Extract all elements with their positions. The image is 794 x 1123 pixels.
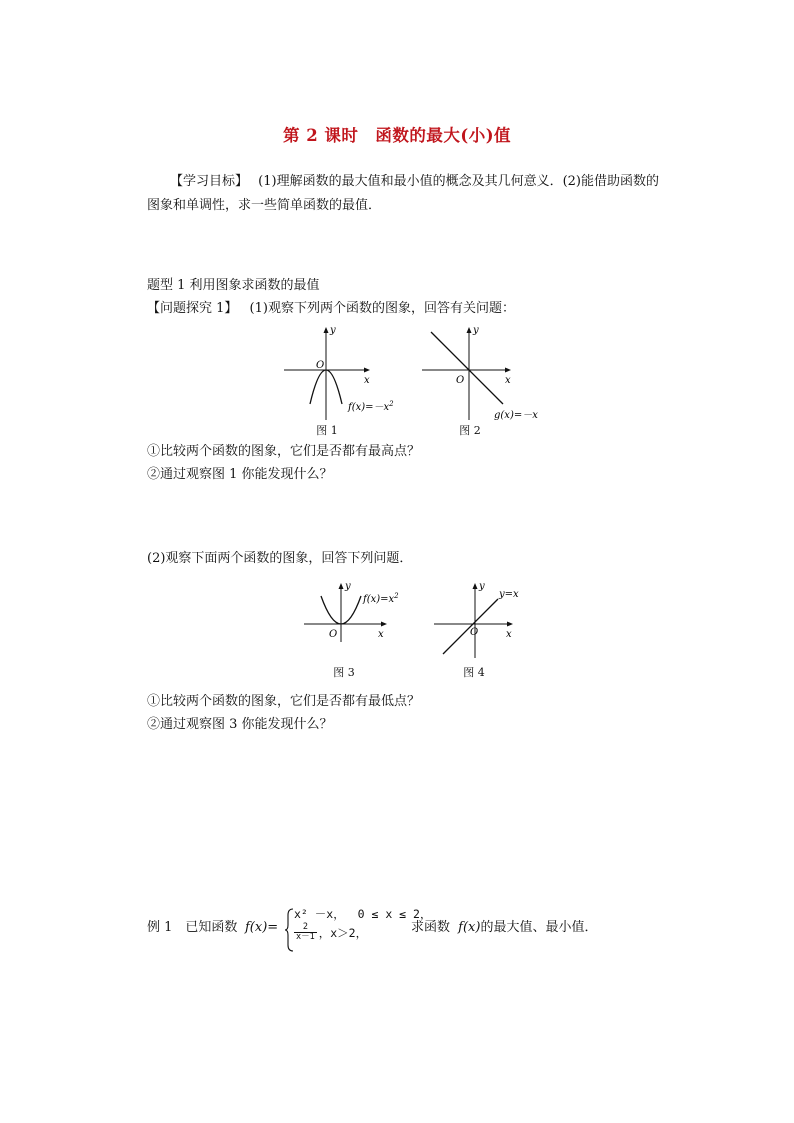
x-axis-arrow <box>507 622 513 627</box>
figure-1-graph <box>280 322 394 422</box>
axis-x-label: x <box>505 375 511 386</box>
figure-3-graph <box>300 580 405 660</box>
explore-1-text: (1)观察下列两个函数的图象，回答有关问题： <box>249 301 515 316</box>
axis-y-label: y <box>330 325 336 336</box>
function-label-power: 2 <box>389 400 394 408</box>
figure-4 <box>430 580 530 680</box>
explore-1-line <box>147 297 515 321</box>
example-1-fx: f(x)= <box>245 920 279 935</box>
function-label: y=x <box>499 589 519 600</box>
function-label <box>362 592 399 605</box>
objective-label: 【学习目标】 <box>170 174 249 189</box>
function-label: g(x)=－x <box>494 410 538 421</box>
figure-4-caption: 图 4 <box>463 666 485 679</box>
y-axis-arrow <box>339 583 344 589</box>
figure-2 <box>418 322 543 437</box>
x-axis-arrow <box>364 368 370 373</box>
figure-3-caption: 图 3 <box>333 666 355 679</box>
objective-line-1 <box>170 170 659 194</box>
function-label-base: f(x)=x <box>363 594 395 605</box>
line-g <box>431 332 503 404</box>
axis-y-label: y <box>479 581 485 592</box>
explore-1-label: 【问题探究 1】 <box>147 301 238 316</box>
case-2-denominator: x－1 <box>296 932 315 942</box>
part-2-intro: (2)观察下面两个函数的图象，回答下列问题． <box>147 551 413 566</box>
example-1 <box>147 903 647 955</box>
figure-1-caption: 图 1 <box>316 424 338 437</box>
axis-x-label: x <box>364 375 370 386</box>
question-1a: ①比较两个函数的图象，它们是否都有最高点？ <box>147 444 421 459</box>
figure-2-graph <box>418 322 543 422</box>
example-1-question <box>411 916 597 940</box>
figure-4-graph <box>430 580 530 660</box>
x-axis-arrow <box>381 622 387 627</box>
question-prefix: 求函数 <box>411 920 451 935</box>
axis-x-label: x <box>378 629 384 640</box>
origin-label: O <box>329 629 338 640</box>
y-axis-arrow <box>473 583 478 589</box>
question-suffix: 的最大值、最小值． <box>480 920 598 935</box>
figure-3 <box>300 580 405 680</box>
question-2a: ①比较两个函数的图象，它们是否都有最低点？ <box>147 694 421 709</box>
figure-1 <box>280 322 394 437</box>
page-title: 第 2 课时 函数的最大(小)值 <box>282 126 512 145</box>
example-1-label: 例 1 已知函数 <box>147 920 238 935</box>
piecewise-case-2 <box>294 923 367 942</box>
figure-2-caption: 图 2 <box>459 424 481 437</box>
objective-text-1: (1)理解函数的最大值和最小值的概念及其几何意义．(2)能借助函数的 <box>258 174 659 189</box>
axis-x-label: x <box>506 629 512 640</box>
function-label-power: 2 <box>394 592 399 600</box>
origin-label: O <box>470 627 479 638</box>
question-2b: ②通过观察图 3 你能发现什么？ <box>147 717 333 732</box>
function-label <box>347 400 394 413</box>
topic-heading: 题型 1 利用图象求函数的最值 <box>147 278 320 293</box>
function-label-base: f(x)=－x <box>348 402 390 413</box>
y-axis-arrow <box>324 327 329 333</box>
x-axis-arrow <box>505 368 511 373</box>
question-fx: f(x) <box>458 920 481 935</box>
axis-y-label: y <box>473 325 479 336</box>
question-1b: ②通过观察图 1 你能发现什么？ <box>147 467 333 482</box>
case-1-expression: x² －x， <box>294 907 345 921</box>
origin-label: O <box>456 375 465 386</box>
case-1-condition: 0 ≤ x ≤ 2， <box>357 907 432 921</box>
case-2-condition: ，x＞2， <box>318 925 368 940</box>
case-2-fraction <box>294 923 317 942</box>
case-2-numerator: 2 <box>302 922 308 932</box>
y-axis-arrow <box>467 327 472 333</box>
objective-text-2: 图象和单调性，求一些简单函数的最值． <box>147 198 382 213</box>
origin-label: O <box>316 360 325 371</box>
axis-y-label: y <box>345 581 351 592</box>
